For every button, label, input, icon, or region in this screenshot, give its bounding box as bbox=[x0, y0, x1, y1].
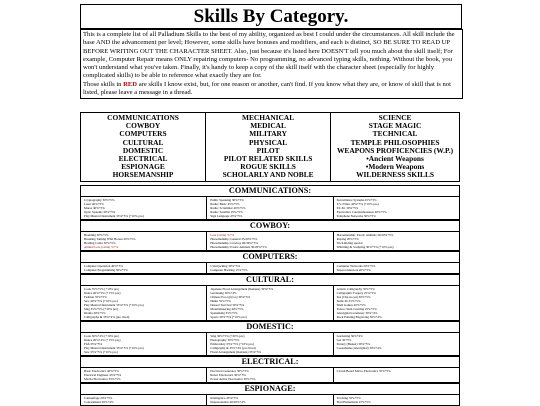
skill-entry: Animal Lore (cattle) %+% bbox=[84, 245, 119, 249]
section-column bbox=[207, 286, 333, 320]
skill-entry: Shell Games 20%+5% bbox=[336, 303, 366, 307]
skill-entry: Telephone Networks 30%+5% bbox=[336, 214, 376, 218]
section-column bbox=[81, 395, 207, 405]
section-column bbox=[81, 333, 207, 355]
section-heading: ESPIONAGE: bbox=[80, 383, 460, 395]
skill-entry: Cyberjacking 30%+5% bbox=[210, 264, 241, 268]
section-column bbox=[81, 232, 207, 250]
skill-entry: Basic Electronics 40%+5% bbox=[84, 369, 119, 373]
skill-entry: Dessert Survival 30%+5% bbox=[210, 303, 245, 307]
skill-entry: Sew 40%+5% (+10% pro) bbox=[84, 299, 118, 303]
skill-entry: Intelligence 45%+5% bbox=[210, 396, 239, 400]
skill-entry: Computer Networks 20%+5% bbox=[336, 264, 376, 268]
skill-entry: Horsemanship: General 35/20%+5% bbox=[210, 237, 258, 241]
skill-entry: Superconductors 20%+5% bbox=[336, 268, 371, 272]
skill-entry: Get 30+5% bbox=[336, 338, 352, 342]
section-column bbox=[207, 197, 333, 219]
section-column bbox=[207, 395, 333, 405]
skill-entry: Spelunking 35%+5% bbox=[210, 311, 238, 315]
skill-entry: Roping 20%+5% bbox=[336, 237, 359, 241]
skill-entry: Dance 40%+4% (+15% pro) bbox=[84, 338, 121, 342]
skill-entry: Calligraphy & 35%+4% (pro lived) bbox=[84, 315, 130, 319]
category-link[interactable]: WEAPONS PROFICENCIES (W.P.) bbox=[337, 145, 454, 155]
skill-sections bbox=[80, 185, 460, 406]
skill-entry: Branding 30%+5% bbox=[84, 233, 109, 237]
skill-entry: P.C.M. 30%+5% bbox=[336, 206, 359, 210]
skill-entry: Power Armor Electronics 30%+5% bbox=[210, 377, 256, 381]
section-body bbox=[80, 333, 460, 356]
skill-entry: Circuit Board Micro-Electronics 35%+5% bbox=[336, 369, 391, 373]
skill-entry: Calligraphic Forgery 25%+5% bbox=[336, 291, 376, 295]
category-link[interactable]: ELECTRICAL bbox=[118, 154, 168, 164]
category-link[interactable]: CULTURAL bbox=[122, 137, 164, 147]
skill-entry: Embroidery 35%+5% (+10% pro) bbox=[210, 342, 254, 346]
category-link[interactable]: COMPUTERS bbox=[119, 129, 167, 139]
category-link[interactable]: • Ancient Weapons bbox=[331, 155, 459, 163]
section-column bbox=[334, 232, 459, 250]
skill-entry: T.V./Video 40%+5% (+10% pro) bbox=[336, 202, 379, 206]
skill-entry: Trick Riding special bbox=[336, 241, 363, 245]
category-link[interactable]: TEMPLE PHILOSOPHIES bbox=[350, 137, 440, 147]
skill-entry: Tracking 35%+5% bbox=[336, 396, 361, 400]
section-body bbox=[80, 368, 460, 383]
category-link[interactable]: TECHNICAL bbox=[372, 129, 418, 139]
skill-entry: Cookahama (Aboriginal) 30%+4% bbox=[336, 346, 382, 350]
skill-entry: Electrical Engineer 45%+5% bbox=[84, 373, 122, 377]
skill-entry: Computer Programming 30%+5% bbox=[84, 268, 128, 272]
section-body bbox=[80, 197, 460, 220]
skill-entry: Photography 30%+5% bbox=[210, 338, 240, 342]
section-column bbox=[81, 263, 207, 273]
skill-entry: Lore (cattle) %+% bbox=[210, 233, 235, 237]
category-column-3 bbox=[331, 113, 460, 182]
intro-paragraph-1: This is a complete list of all Palladium Skills to the best of my ability, organized as best I could under the circumstances. All skill include the base AND the advancement per level; However, some skills have bonuses and modifiers, and each is distinct, SO BE SURE TO READ UP BEFORE WRITING OUT THE CHARACTER SHEET. Also, just because it's listed here DOESN'T tell you much about the skill itself; For example, Computer Repair means ONLY repairing computers- No programming, no advanced typing skills, nothing. Without the book, you won't understand what you've taken. Finally, it's handy to keep a copy of the skill itself with the character sheet (especially for highly complicated skills) to be able to reference what exactly they are for. bbox=[83, 31, 455, 80]
skill-entry: Radio: Scrambler 40%+5% bbox=[210, 206, 246, 210]
section-column bbox=[334, 197, 459, 219]
skill-entry: Haiku 35%+5% bbox=[210, 299, 231, 303]
skill-entry: Cryptography 30%+5% bbox=[84, 198, 115, 202]
skill-entry: Sing 30%+5% (+20% pro) bbox=[210, 334, 245, 338]
section-heading: CULTURAL: bbox=[80, 274, 460, 286]
skill-entry: Dance 40%+5% (+15% pro) bbox=[84, 291, 121, 295]
skill-entry: Mecha Electronics 35%+5% bbox=[84, 377, 121, 381]
skill-entry: Mountaineering 40%+5% bbox=[210, 307, 244, 311]
category-link[interactable]: MECHANICAL bbox=[242, 113, 295, 122]
skill-entry: Robot Electronics 30%+5% bbox=[210, 373, 246, 377]
skill-entry: Japanese Flood Arrangement (Ikebana) 30%+5% bbox=[210, 287, 274, 291]
section-body bbox=[80, 286, 460, 321]
category-link[interactable]: DOMESTIC bbox=[122, 145, 164, 155]
skill-entry: Radio: Satellite 25%+5% bbox=[210, 210, 243, 214]
skill-entry: Rock Painting/Engraving 30%+4% bbox=[336, 315, 382, 319]
section-heading: COMPUTERS: bbox=[80, 251, 460, 263]
category-link[interactable]: HORSEMANSHIP bbox=[112, 170, 174, 180]
skill-entry: Herding Cattle 30%+5% bbox=[84, 241, 116, 245]
skill-entry: Tattoo/ Skin Creating 25%+5% bbox=[336, 307, 377, 311]
skill-entry: Sing 35%+5% (+10% pro) bbox=[84, 307, 119, 311]
skill-entry: Sports 30%+5% (+10% pro) bbox=[210, 315, 247, 319]
section-column bbox=[334, 286, 459, 320]
intro-text bbox=[80, 29, 463, 99]
skill-entry: Aboriginal Ceremony 30%+4% bbox=[336, 311, 378, 315]
category-link[interactable]: PILOT RELATED SKILLS bbox=[223, 154, 313, 164]
skill-entry: Gardening 36%+4% bbox=[210, 291, 237, 295]
intro-paragraph-2 bbox=[83, 81, 460, 98]
category-link[interactable]: • Modern Weapons bbox=[331, 163, 459, 171]
section-column bbox=[207, 232, 333, 250]
skill-entry: Laser 40%+5% bbox=[84, 202, 104, 206]
skill-entry: Computer Hacking 15%+5% bbox=[210, 268, 248, 272]
skill-entry: Concealment 20%+4% bbox=[84, 400, 114, 404]
skill-entry: Find Homemade 25%+5% bbox=[336, 400, 371, 404]
section-heading: COWBOY: bbox=[80, 220, 460, 232]
intro-red-word: RED bbox=[123, 80, 138, 88]
skill-entry: Drama 30%+5% bbox=[84, 311, 106, 315]
section-heading: DOMESTIC: bbox=[80, 321, 460, 333]
page-title: Skills By Category. bbox=[193, 6, 349, 27]
skill-entry: Cook 30%+4% (+10% pro) bbox=[84, 334, 120, 338]
skill-entry: Public Speaking 30%+5% bbox=[210, 198, 244, 202]
section-body bbox=[80, 232, 460, 251]
skill-entry: Play Musical Instrument 35%+5% (+10% pro) bbox=[84, 346, 144, 350]
section-body bbox=[80, 395, 460, 406]
skill-entry: Floral Arrangement (Ikebana) 35%+5% bbox=[210, 350, 262, 354]
skill-entry: Morse 30%+5% bbox=[84, 206, 105, 210]
skill-entry: Sumi-Ye 25%+5% bbox=[336, 299, 361, 303]
skill-entry: Sew 35%+5% (+10% pro) bbox=[84, 350, 118, 354]
skill-entry: Cook 35%+5% (+10% pro) bbox=[84, 287, 120, 291]
skill-entry: Electrical Generator 30%+5% bbox=[210, 369, 249, 373]
category-link[interactable]: PILOT bbox=[256, 145, 280, 155]
skill-entry: Horsemanship: Exotic Animals 30/20%+5% bbox=[210, 245, 267, 249]
section-column bbox=[334, 333, 459, 355]
skill-entry: Whittling & Sculpting 30%+5% (+10% pro) bbox=[336, 245, 394, 249]
section-column bbox=[207, 368, 333, 382]
skill-entry: Horsemanship: Exotic Animals 30/20%+5% bbox=[336, 233, 394, 237]
category-link[interactable]: MILITARY bbox=[249, 129, 287, 139]
title-box bbox=[80, 4, 462, 29]
section-column bbox=[334, 368, 459, 382]
skill-entry: Impersonation 40/20%+4% bbox=[210, 400, 246, 404]
intro-p2-before: Those skills in bbox=[83, 80, 124, 88]
skill-entry: Play Musical Instrument 35%+5% (+10% pro) bbox=[84, 303, 144, 307]
section-column bbox=[81, 286, 207, 320]
section-heading: ELECTRICAL: bbox=[80, 356, 460, 368]
section-column bbox=[81, 368, 207, 382]
category-column-2 bbox=[206, 113, 331, 182]
category-index-table bbox=[80, 112, 460, 182]
section-column bbox=[81, 197, 207, 219]
category-link[interactable]: SCIENCE bbox=[378, 113, 412, 122]
skill-entry: Radio: Basic 45%+5% bbox=[210, 202, 240, 206]
skill-entry: Breaking Taming Wild Horses 20%+5% bbox=[84, 237, 136, 241]
category-link[interactable]: WILDERNESS SKILLS bbox=[356, 170, 434, 180]
skill-entry: Optic Systems 30%+5% bbox=[84, 210, 116, 214]
category-link[interactable]: COMMUNICATIONS bbox=[107, 113, 179, 122]
skill-entry: Fish 35%+5% bbox=[84, 342, 103, 346]
intro-p2-after: are skills I know exist, but, for one reason or another, can't find. If you know what they are, or know of skill that is not listed, please leave a message in a thread. bbox=[83, 80, 451, 97]
section-column bbox=[207, 263, 333, 273]
skill-entry: Horsemanship: Cowboy 66/30%+5% bbox=[210, 241, 258, 245]
section-column bbox=[334, 263, 459, 273]
category-link[interactable]: COWBOY bbox=[125, 121, 161, 131]
skill-entry: Electronics Countermeasures 40%+5% bbox=[336, 210, 387, 214]
skill-entry: Surveillance Systems 45%+5% bbox=[336, 198, 377, 202]
skill-entry: Tea (Cha-no-yu) 30%+5% bbox=[336, 295, 371, 299]
section-column bbox=[334, 395, 459, 405]
skill-entry: Sign Language 25%+5% bbox=[210, 214, 243, 218]
category-link[interactable]: ROGUE SKILLS bbox=[240, 162, 296, 172]
skill-entry: Artistic Calligraphy 35%+5% bbox=[336, 287, 375, 291]
section-body bbox=[80, 263, 460, 274]
category-link[interactable]: STAGE MAGIC bbox=[368, 121, 422, 131]
section-heading: COMMUNICATIONS: bbox=[80, 185, 460, 197]
skill-entry: Camouflage 20%+5% bbox=[84, 396, 113, 400]
skill-entry: Play Musical Instrument 35%+5% (+10% pro) bbox=[84, 214, 144, 218]
skill-entry: Fashion 35%+5% bbox=[84, 295, 107, 299]
category-column-1 bbox=[81, 113, 206, 182]
skill-entry: Gardening 36%+4% bbox=[336, 334, 363, 338]
category-link[interactable]: MEDICAL bbox=[250, 121, 286, 131]
skill-entry: Pottery (Basket) 30%+5% bbox=[336, 342, 371, 346]
skill-entry: Computer Operation 40%+5% bbox=[84, 264, 123, 268]
skill-entry: Calligraphy & 35%+4% (pro lived) bbox=[210, 346, 256, 350]
category-link[interactable]: ESPIONAGE bbox=[121, 162, 165, 172]
section-column bbox=[207, 333, 333, 355]
category-link[interactable]: SCHOLARLY AND NOBLE bbox=[222, 170, 314, 180]
skill-entry: Chinese Poo-Qi (Go) 30%+5% bbox=[210, 295, 251, 299]
category-link[interactable]: PHYSICAL bbox=[248, 137, 288, 147]
